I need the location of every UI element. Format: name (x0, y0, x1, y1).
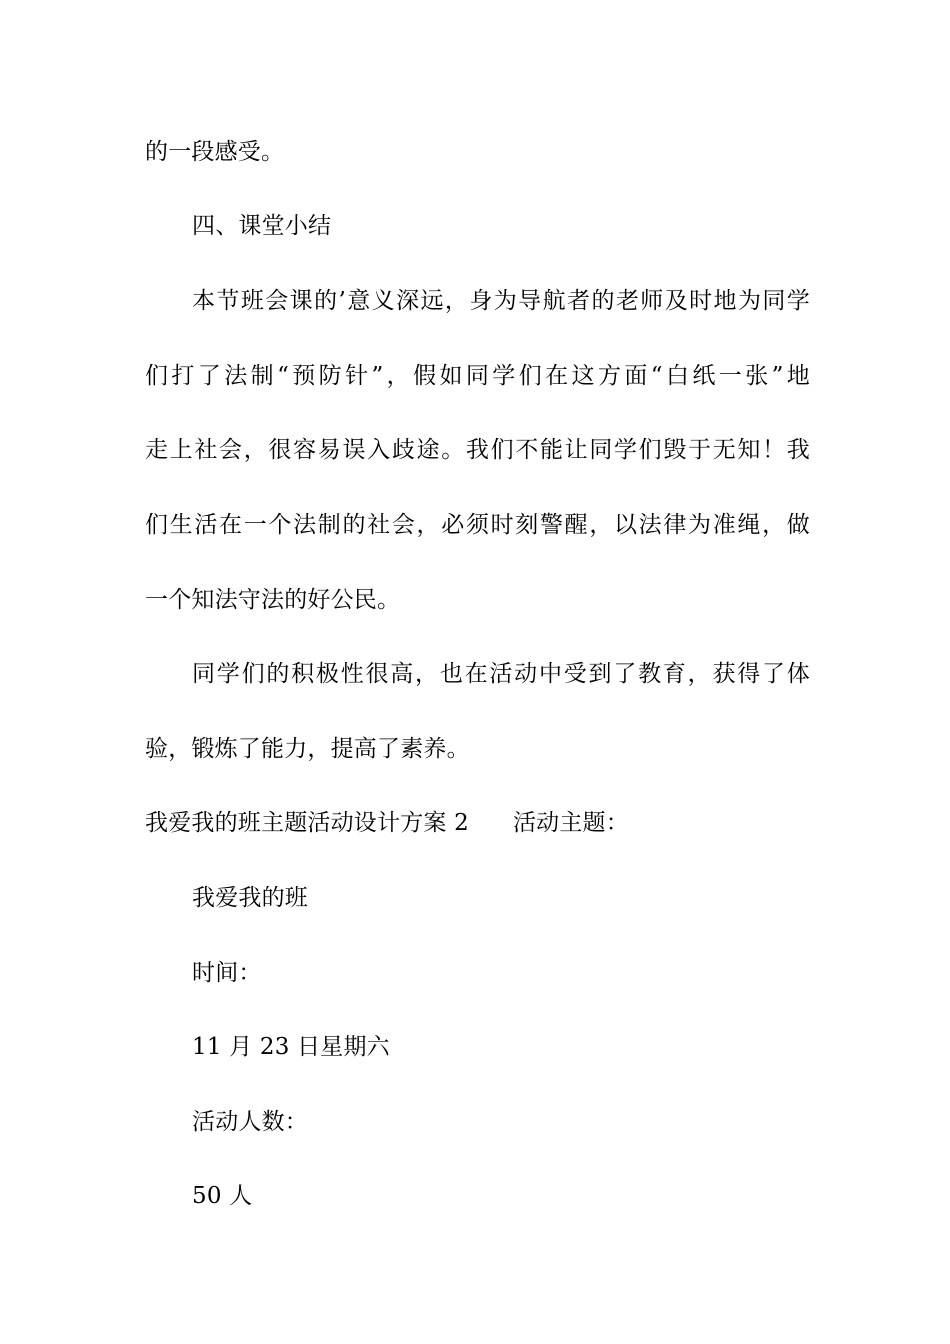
paragraph-line: 的一段感受。 (145, 139, 285, 165)
paragraph-line: 走上社会，很容易误入歧途。我们不能让同学们毁于无知！我 (145, 437, 810, 463)
paragraph-line: 们生活在一个法制的社会，必须时刻警醒，以法律为准绳，做 (145, 512, 810, 538)
count-label: 活动人数： (192, 1109, 308, 1135)
time-value: 11 月 23 日星期六 (192, 1034, 390, 1060)
paragraph-line: 们打了法制“预防针”，假如同学们在这方面“白纸一张”地 (145, 363, 810, 389)
section-heading: 四、课堂小结 (192, 213, 332, 239)
section-title-line (145, 808, 810, 838)
theme-value: 我爱我的班 (192, 885, 308, 911)
section-title: 我爱我的班主题活动设计方案 2 (145, 810, 469, 836)
theme-label: 活动主题： (512, 810, 629, 836)
count-value: 50 人 (192, 1183, 253, 1209)
paragraph-line: 验，锻炼了能力，提高了素养。 (145, 736, 470, 762)
time-label: 时间： (192, 960, 262, 986)
paragraph-line: 同学们的积极性很高，也在活动中受到了教育，获得了体 (192, 661, 810, 687)
paragraph-line: 一个知法守法的好公民。 (145, 587, 401, 613)
paragraph-line: 本节班会课的’意义深远，身为导航者的老师及时地为同学 (192, 288, 810, 314)
